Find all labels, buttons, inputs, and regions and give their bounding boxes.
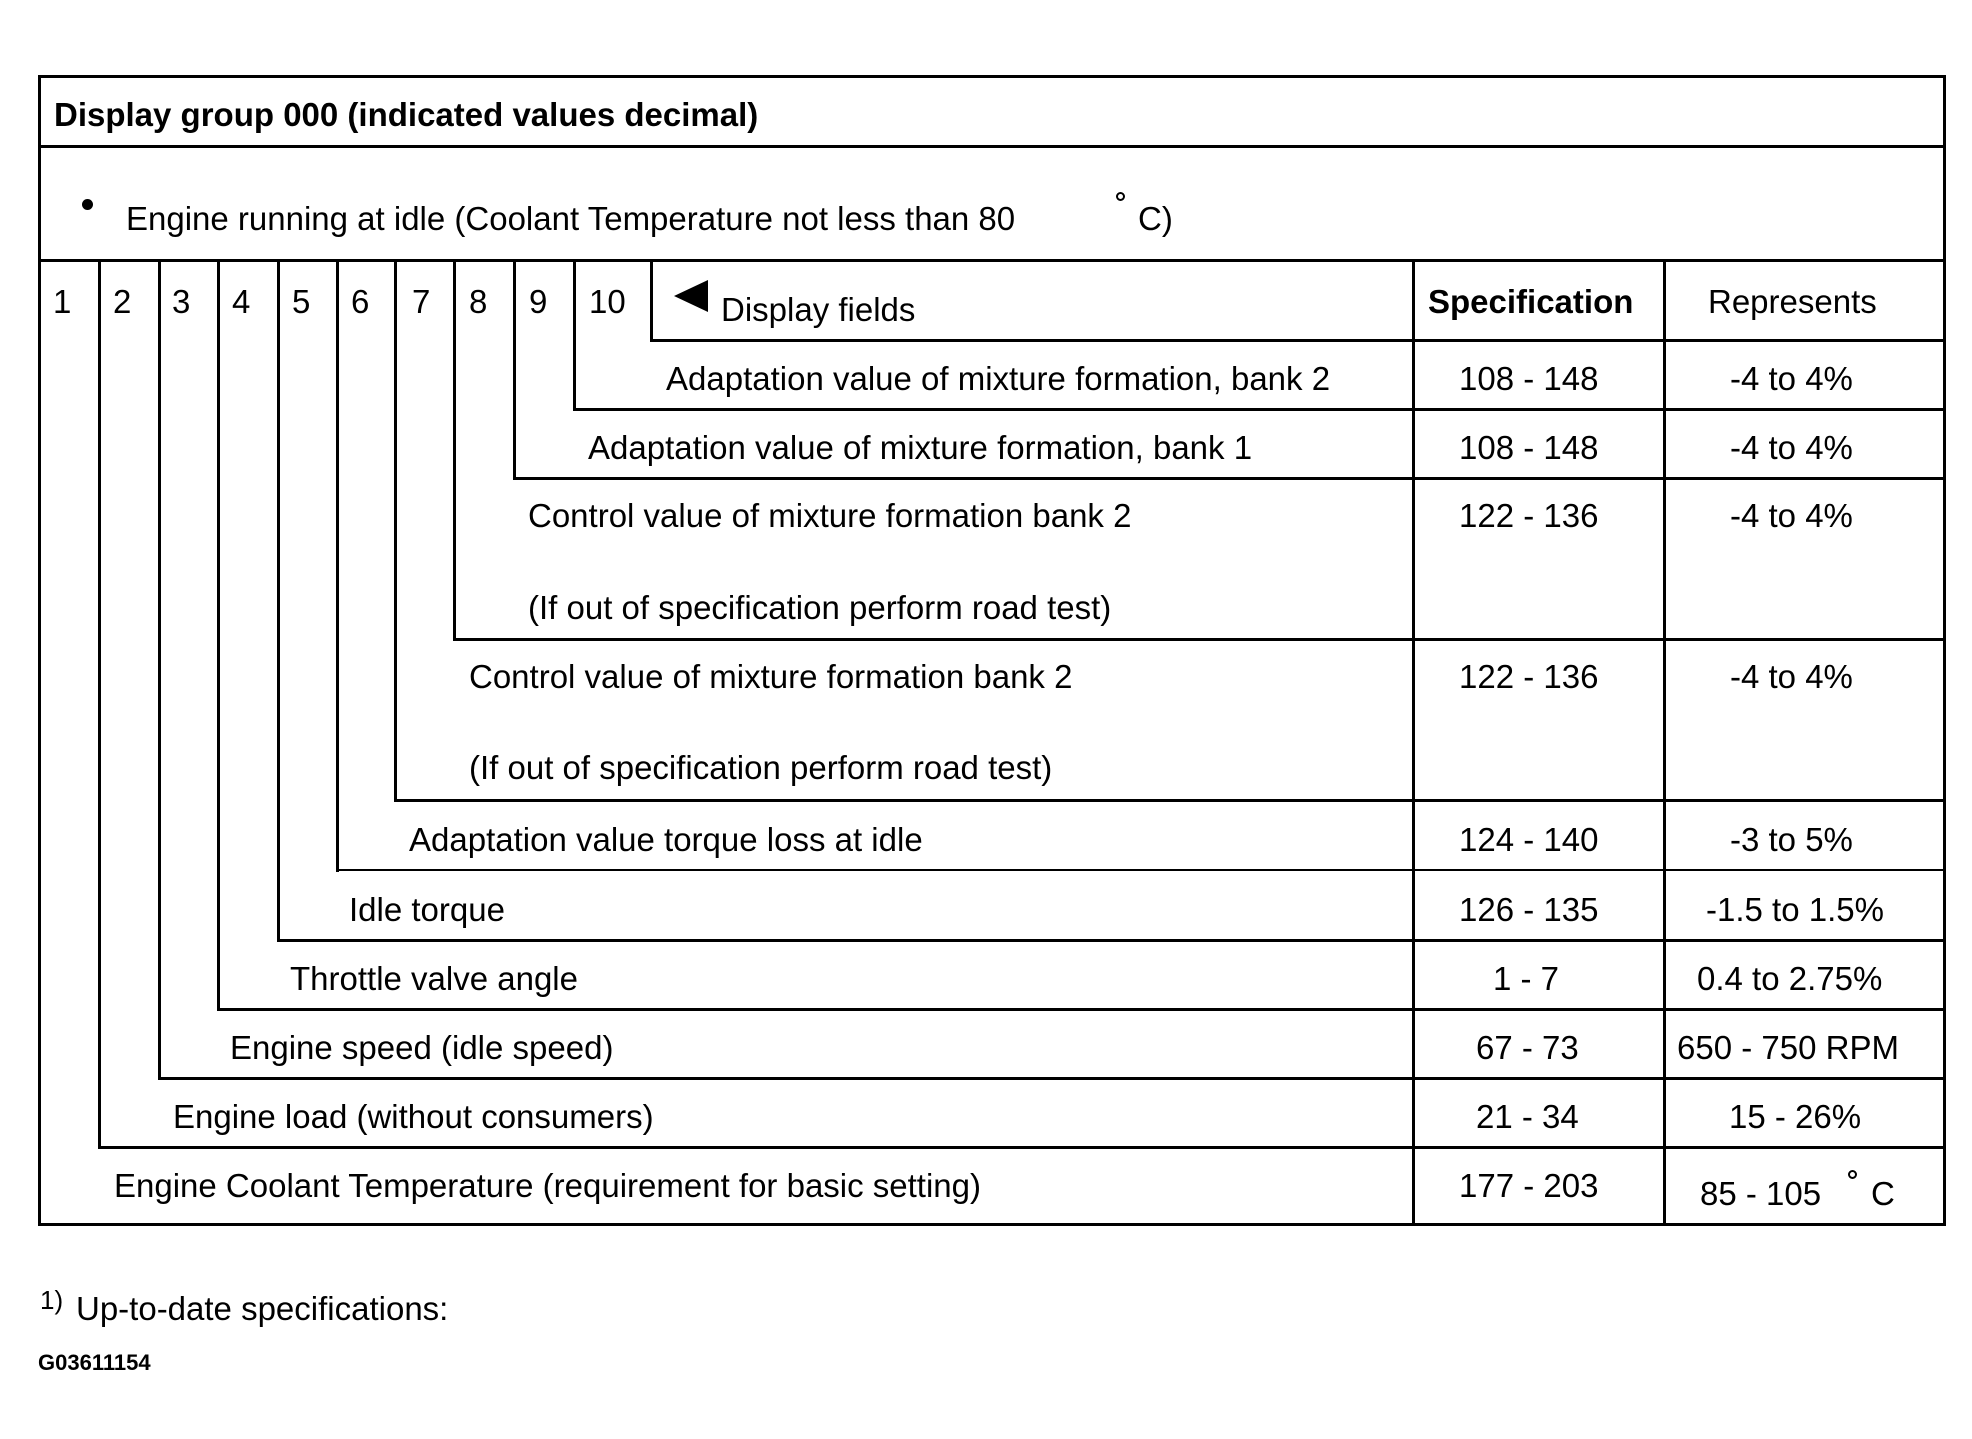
row-spec: 108 - 148 bbox=[1459, 360, 1599, 397]
field-line-9 bbox=[513, 259, 516, 480]
row-line-4 bbox=[217, 1008, 1946, 1011]
field-number-6: 6 bbox=[351, 283, 370, 320]
row-spec: 67 - 73 bbox=[1476, 1029, 1579, 1066]
condition-text: Engine running at idle (Coolant Temperature not less than 80 bbox=[126, 200, 1016, 237]
row-represents: 650 - 750 RPM bbox=[1677, 1029, 1899, 1066]
row-represents: -3 to 5% bbox=[1730, 821, 1853, 858]
row-represents: -4 to 4% bbox=[1730, 497, 1853, 534]
header-row-line bbox=[650, 339, 1946, 342]
row-represents: -4 to 4% bbox=[1730, 429, 1853, 466]
row-spec: 177 - 203 bbox=[1459, 1167, 1599, 1204]
field-number-1: 1 bbox=[53, 283, 72, 320]
field-number-5: 5 bbox=[292, 283, 311, 320]
row-spec: 124 - 140 bbox=[1459, 821, 1599, 858]
row-line-2 bbox=[98, 1146, 1946, 1149]
condition-divider bbox=[38, 259, 1946, 262]
field-number-8: 8 bbox=[469, 283, 488, 320]
field-number-3: 3 bbox=[172, 283, 191, 320]
row-spec: 21 - 34 bbox=[1476, 1098, 1579, 1135]
field-number-10: 10 bbox=[589, 283, 626, 320]
row-represents: -4 to 4% bbox=[1730, 360, 1853, 397]
field-number-9: 9 bbox=[529, 283, 548, 320]
bullet-icon bbox=[82, 199, 93, 210]
row-represents: 0.4 to 2.75% bbox=[1697, 960, 1883, 997]
table-border-left bbox=[38, 75, 41, 1226]
row-label: Control value of mixture formation bank 2 bbox=[469, 658, 1073, 695]
row-represents: -1.5 to 1.5% bbox=[1706, 891, 1884, 928]
table-title: Display group 000 (indicated values decimal) bbox=[54, 96, 759, 133]
field-line-6 bbox=[336, 259, 339, 872]
specification-header: Specification bbox=[1428, 283, 1634, 320]
table-border-right bbox=[1943, 75, 1946, 1226]
field-line-7 bbox=[394, 259, 397, 802]
row-line-6 bbox=[336, 869, 1946, 871]
row-line-5 bbox=[277, 939, 1946, 942]
field-line-2 bbox=[98, 259, 101, 1149]
row-spec: 122 - 136 bbox=[1459, 658, 1599, 695]
row-line-7 bbox=[394, 799, 1946, 802]
field-number-7: 7 bbox=[412, 283, 431, 320]
row-line-9 bbox=[513, 477, 1946, 480]
row-represents: 15 - 26% bbox=[1729, 1098, 1862, 1135]
represents-column-line bbox=[1663, 259, 1666, 1226]
row-label: Engine speed (idle speed) bbox=[230, 1029, 614, 1066]
header-line-left bbox=[650, 259, 653, 342]
field-line-8 bbox=[453, 259, 456, 641]
condition-unit: C) bbox=[1138, 200, 1173, 237]
row-note: (If out of specification perform road test) bbox=[469, 749, 1053, 786]
field-number-2: 2 bbox=[113, 283, 132, 320]
row-represents: -4 to 4% bbox=[1730, 658, 1853, 695]
row-label: Engine Coolant Temperature (requirement for basic setting) bbox=[114, 1167, 982, 1204]
row-line-8 bbox=[453, 638, 1946, 641]
arrow-left-icon bbox=[674, 280, 708, 312]
row-label: Adaptation value torque loss at idle bbox=[409, 821, 923, 858]
figure-id: G03611154 bbox=[38, 1350, 151, 1375]
row-spec: 126 - 135 bbox=[1459, 891, 1599, 928]
row-label: Engine load (without consumers) bbox=[173, 1098, 654, 1135]
field-line-10 bbox=[573, 259, 576, 411]
row-label: Adaptation value of mixture formation, bank 2 bbox=[666, 360, 1331, 397]
degree-icon bbox=[1116, 192, 1125, 201]
row-represents: 85 - 105 bbox=[1700, 1175, 1822, 1212]
represents-header: Represents bbox=[1708, 283, 1877, 320]
display-fields-header: Display fields bbox=[721, 291, 916, 328]
degree-icon bbox=[1848, 1170, 1857, 1179]
field-line-4 bbox=[217, 259, 220, 1011]
row-spec: 1 - 7 bbox=[1493, 960, 1560, 997]
row-spec: 122 - 136 bbox=[1459, 497, 1599, 534]
field-number-4: 4 bbox=[232, 283, 251, 320]
row-line-3 bbox=[158, 1077, 1946, 1080]
field-line-3 bbox=[158, 259, 161, 1080]
table-border-bottom bbox=[38, 1223, 1946, 1226]
field-line-5 bbox=[277, 259, 280, 942]
row-note: (If out of specification perform road test) bbox=[528, 589, 1112, 626]
row-spec: 108 - 148 bbox=[1459, 429, 1599, 466]
row-label: Throttle valve angle bbox=[290, 960, 578, 997]
footnote-marker: 1) bbox=[40, 1285, 64, 1315]
footnote-text: Up-to-date specifications: bbox=[76, 1290, 449, 1327]
row-label: Idle torque bbox=[349, 891, 505, 928]
row-label: Control value of mixture formation bank 2 bbox=[528, 497, 1132, 534]
title-divider bbox=[38, 145, 1946, 148]
row-line-10 bbox=[573, 408, 1946, 411]
table-border-top bbox=[38, 75, 1946, 78]
row-represents-unit: C bbox=[1871, 1175, 1895, 1212]
spec-column-line bbox=[1412, 259, 1415, 1226]
row-label: Adaptation value of mixture formation, bank 1 bbox=[588, 429, 1253, 466]
